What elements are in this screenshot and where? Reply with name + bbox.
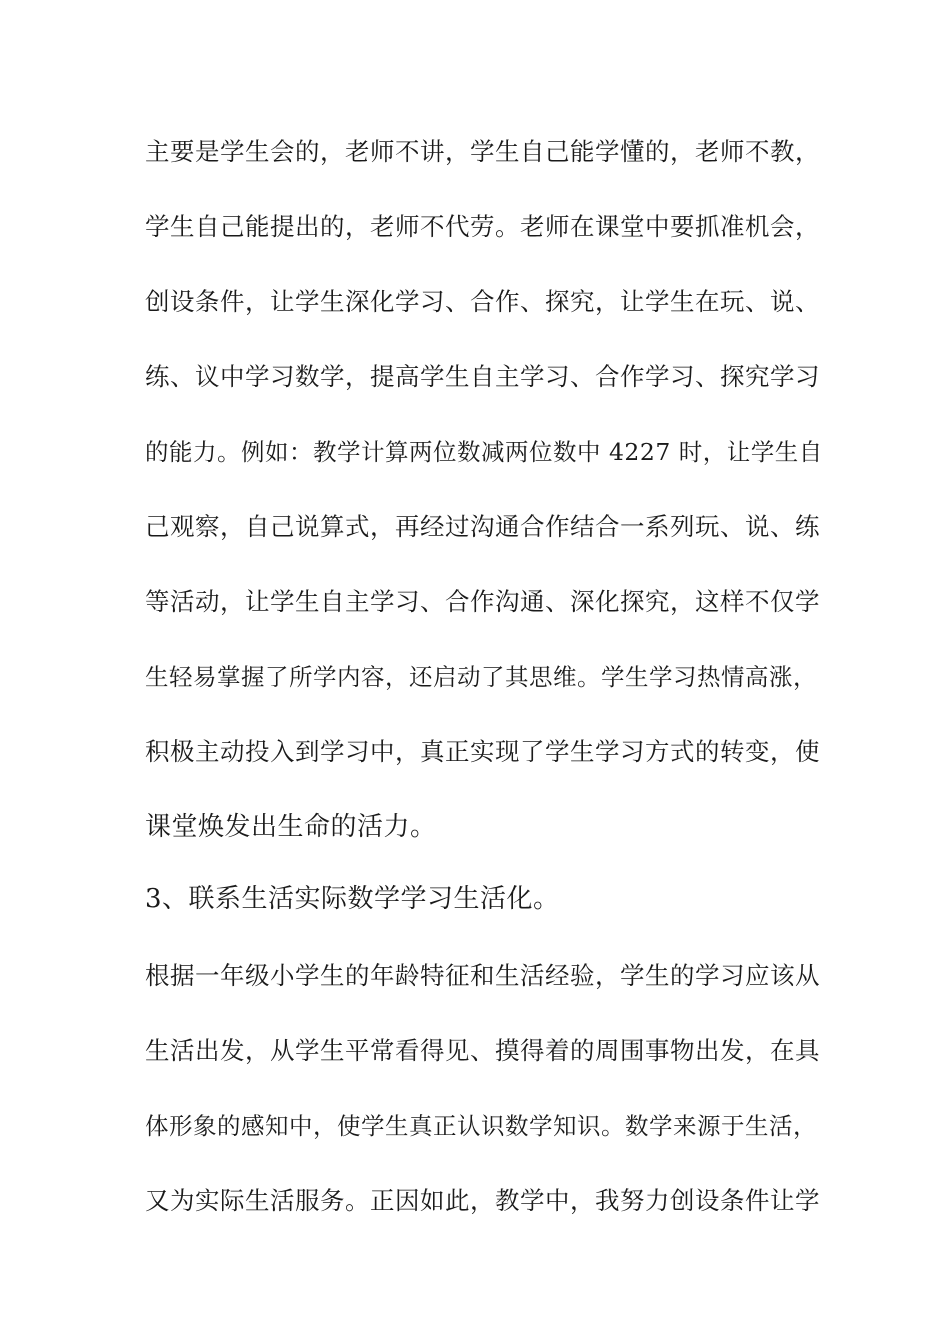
text-line: 积极主动投入到学习中，真正实现了学生学习方式的转变，使: [145, 737, 820, 766]
text-line: 生活出发，从学生平常看得见、摸得着的周围事物出发，在具: [145, 1036, 820, 1065]
text-line: 根据一年级小学生的年龄特征和生活经验，学生的学习应该从: [145, 961, 820, 990]
text-line: 学生自己能提出的，老师不代劳。老师在课堂中要抓准机会，: [145, 212, 820, 241]
text-line: 主要是学生会的，老师不讲，学生自己能学懂的，老师不教，: [145, 137, 820, 166]
text-line: 体形象的感知中，使学生真正认识数学知识。数学来源于生活，: [145, 1112, 817, 1140]
text-line: 创设条件，让学生深化学习、合作、探究，让学生在玩、说、: [145, 287, 820, 316]
text-line: 的能力。例如：教学计算两位数减两位数中 4227 时，让学生自: [145, 438, 823, 466]
text-line: 生轻易掌握了所学内容，还启动了其思维。学生学习热情高涨，: [145, 663, 817, 691]
text-line: 又为实际生活服务。正因如此，教学中，我努力创设条件让学: [145, 1186, 820, 1215]
text-line: 己观察，自己说算式，再经过沟通合作结合一系列玩、说、练: [145, 512, 820, 541]
section-heading: 3、联系生活实际数学学习生活化。: [145, 884, 560, 914]
text-line: 课堂焕发出生命的活力。: [145, 812, 437, 842]
text-line: 练、议中学习数学，提高学生自主学习、合作学习、探究学习: [145, 362, 820, 391]
text-line: 等活动，让学生自主学习、合作沟通、深化探究，这样不仅学: [145, 587, 820, 616]
